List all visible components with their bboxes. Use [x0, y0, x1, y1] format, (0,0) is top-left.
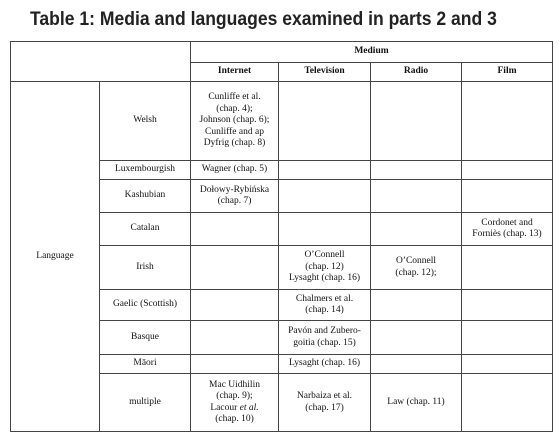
- cell-line: Cunliffe et al.: [208, 92, 261, 103]
- column-header-internet: Internet: [191, 63, 279, 82]
- cell-line: O’Connell: [395, 256, 437, 266]
- cell-line: Law (chap. 11): [387, 396, 445, 407]
- television-cell: [279, 355, 371, 374]
- cell-line: Dyfrig (chap. 8): [203, 138, 266, 149]
- language-cell: Māori: [100, 355, 191, 374]
- cell-line: O’Connell: [304, 250, 345, 261]
- television-cell: [279, 321, 371, 355]
- medium-header: Medium: [191, 42, 553, 63]
- internet-cell: [191, 161, 279, 180]
- cell-line: Wagner (chap. 5): [201, 164, 268, 175]
- internet-cell: [191, 246, 279, 290]
- radio-cell: [371, 161, 462, 180]
- internet-cell: [191, 180, 279, 213]
- television-cell: [279, 213, 371, 246]
- internet-cell: [191, 213, 279, 246]
- corner-cell: [11, 42, 191, 82]
- language-cell: Catalan: [100, 213, 191, 246]
- cell-line: Cordonet and: [481, 217, 533, 228]
- cell-line: Forniès (chap. 13): [472, 229, 542, 239]
- language-cell: Luxembourgish: [100, 161, 191, 180]
- cell-line: (chap. 14): [305, 305, 344, 315]
- cell-line: (chap. 10): [215, 414, 254, 424]
- radio-cell: [371, 321, 462, 355]
- film-cell: [462, 82, 553, 161]
- row-group-label: Language: [11, 82, 100, 432]
- television-cell: [279, 161, 371, 180]
- table-row: [11, 82, 553, 161]
- film-cell: [462, 246, 553, 290]
- cell-line: Lysaght (chap. 16): [289, 358, 360, 369]
- film-cell: [462, 213, 553, 246]
- cell-line: Narbaiza et al.: [296, 391, 353, 401]
- radio-cell: [371, 82, 462, 161]
- television-cell: [279, 180, 371, 213]
- cell-line: (chap. 9);: [216, 391, 253, 401]
- cell-line: (chap. 12);: [395, 267, 437, 278]
- cell-line: (chap. 7): [217, 196, 252, 206]
- cell-line: Mac Uidhilin: [209, 379, 260, 390]
- language-cell: Welsh: [100, 82, 191, 161]
- internet-cell: [191, 321, 279, 355]
- column-header-television: Television: [279, 63, 371, 82]
- film-cell: [462, 374, 553, 432]
- cell-line: Dołowy-Rybińska: [199, 184, 270, 195]
- cell-line: (chap. 4);: [216, 103, 253, 114]
- cell-line: Lysaght (chap. 16): [289, 273, 360, 284]
- cell-line: Pavón and Zubero-: [288, 326, 361, 336]
- table-title: Table 1: Media and languages examined in parts 2 and 3: [30, 8, 497, 30]
- television-cell: [279, 290, 371, 321]
- radio-cell: [371, 374, 462, 432]
- header-row-medium: [11, 42, 553, 63]
- language-cell: multiple: [100, 374, 191, 432]
- radio-cell: [371, 213, 462, 246]
- cell-line: Cunliffe and ap: [205, 126, 264, 137]
- film-cell: [462, 355, 553, 374]
- column-header-radio: Radio: [371, 63, 462, 82]
- film-cell: [462, 321, 553, 355]
- cell-line: Lacour et al.: [210, 402, 259, 413]
- media-languages-table: [10, 41, 553, 432]
- cell-line: (chap. 12): [305, 261, 344, 272]
- internet-cell: [191, 290, 279, 321]
- internet-cell: [191, 355, 279, 374]
- television-cell: [279, 246, 371, 290]
- cell-line: (chap. 17): [305, 402, 344, 413]
- column-header-film: Film: [462, 63, 553, 82]
- table-body: [11, 42, 553, 432]
- language-cell: Irish: [100, 246, 191, 290]
- cell-line: Johnson (chap. 6);: [199, 115, 270, 126]
- cell-line: Chalmers et al.: [295, 293, 354, 304]
- radio-cell: [371, 246, 462, 290]
- internet-cell: [191, 82, 279, 161]
- cell-line: goitia (chap. 15): [293, 337, 356, 348]
- radio-cell: [371, 355, 462, 374]
- television-cell: [279, 82, 371, 161]
- film-cell: [462, 180, 553, 213]
- film-cell: [462, 290, 553, 321]
- internet-cell: [191, 374, 279, 432]
- language-cell: Gaelic (Scottish): [100, 290, 191, 321]
- radio-cell: [371, 290, 462, 321]
- language-cell: Basque: [100, 321, 191, 355]
- language-cell: Kashubian: [100, 180, 191, 213]
- television-cell: [279, 374, 371, 432]
- radio-cell: [371, 180, 462, 213]
- film-cell: [462, 161, 553, 180]
